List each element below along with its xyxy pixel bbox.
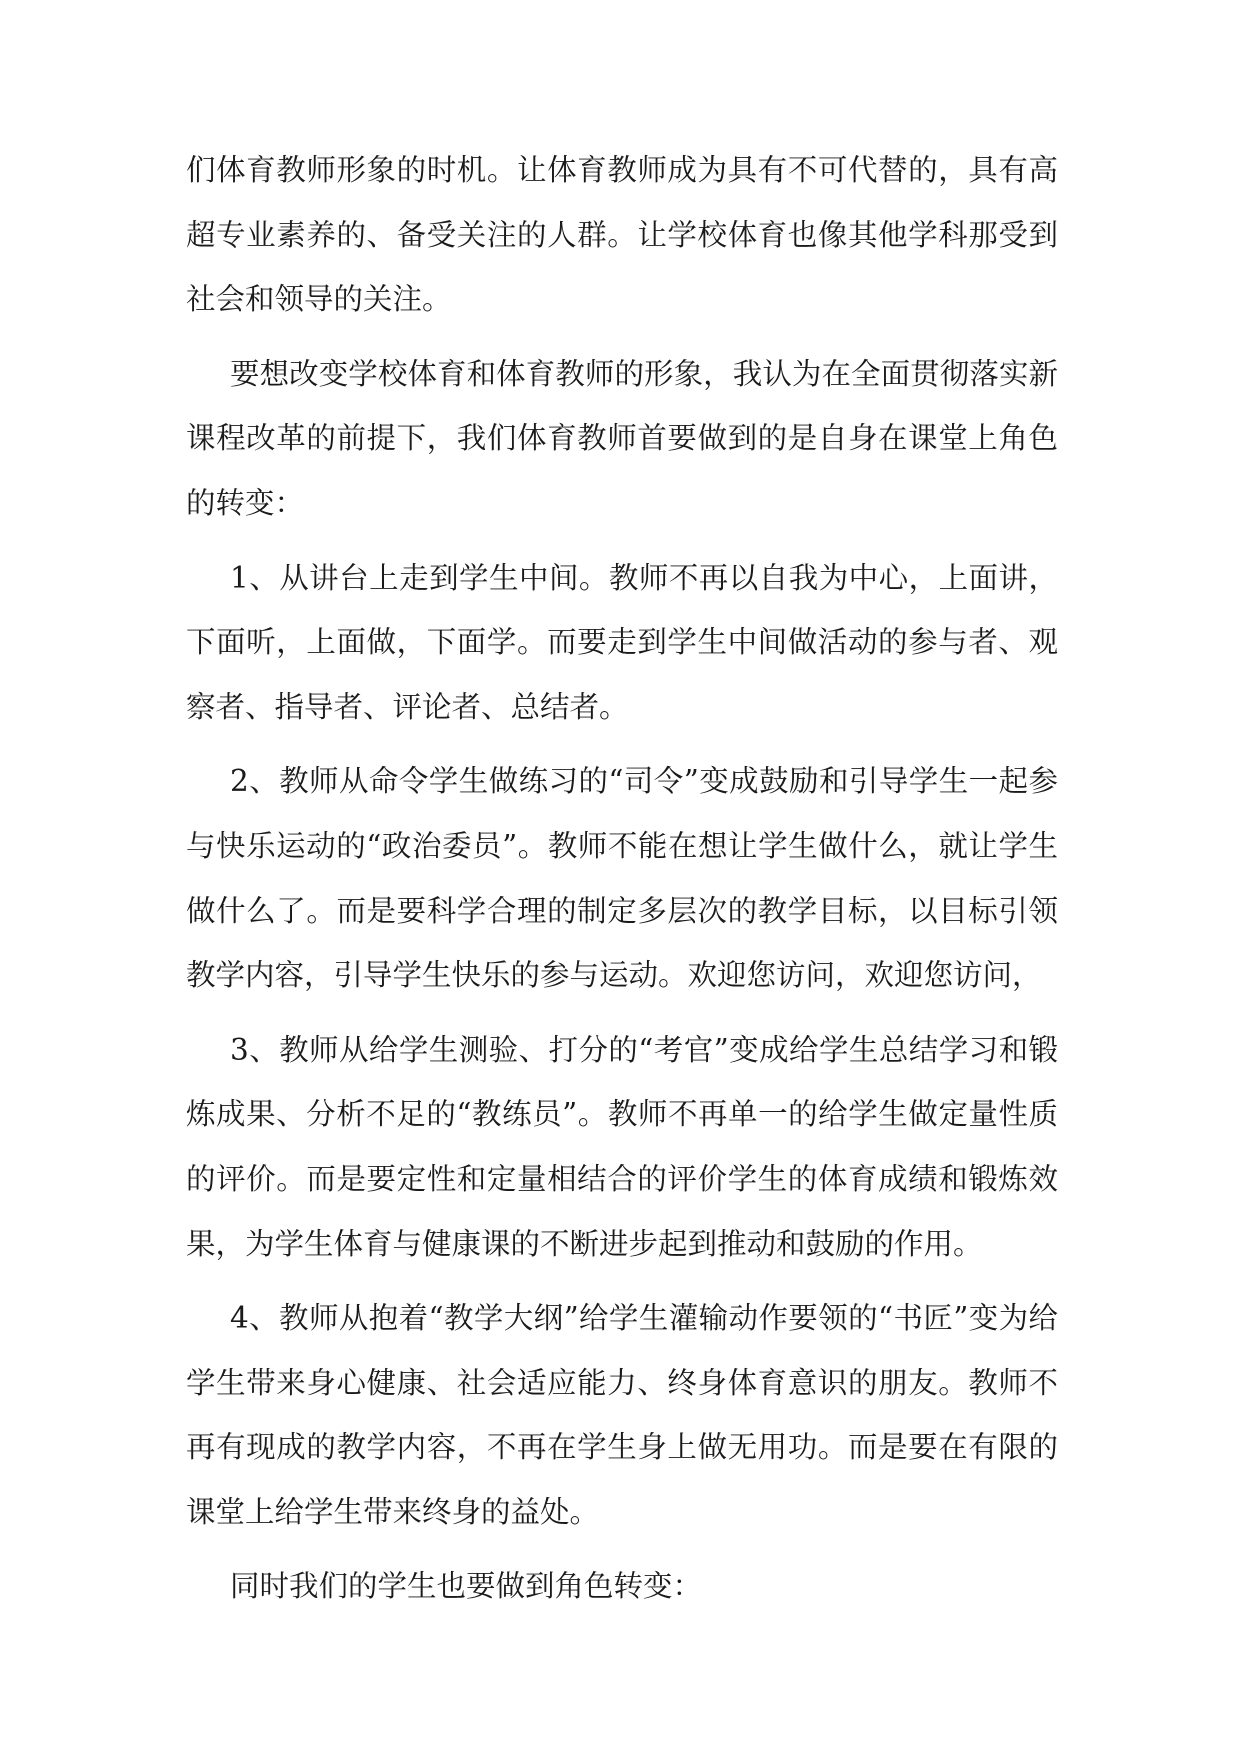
document-body [186, 138, 1058, 1619]
paragraph-student-role: 同时我们的学生也要做到角色转变： [230, 1569, 703, 1604]
paragraph-point-3: 3、教师从给学生测验、打分的“考官”变成给学生总结学习和锻炼成果、分析不足的“教练员”。教师不再单一的给学生做定量性质的评价。而是要定性和定量相结合的评价学生的体育成绩和锻炼效果，为学生体育与健康课的不断进步起到推动和鼓励的作用。 [186, 1032, 1058, 1261]
paragraph-point-1: 1、从讲台上走到学生中间。教师不再以自我为中心，上面讲，下面听，上面做，下面学。而要走到学生中间做活动的参与者、观察者、指导者、评论者、总结者。 [186, 560, 1058, 724]
paragraph-continuation: 们体育教师形象的时机。让体育教师成为具有不可代替的，具有高超专业素养的、备受关注的人群。让学校体育也像其他学科那受到社会和领导的关注。 [186, 153, 1058, 317]
paragraph-role-change-intro: 要想改变学校体育和体育教师的形象，我认为在全面贯彻落实新课程改革的前提下，我们体育教师首要做到的是自身在课堂上角色的转变： [186, 356, 1058, 520]
paragraph-point-4: 4、教师从抱着“教学大纲”给学生灌输动作要领的“书匠”变为给学生带来身心健康、社会适应能力、终身体育意识的朋友。教师不再有现成的教学内容，不再在学生身上做无用功。而是要在有限的课堂上给学生带来终身的益处。 [186, 1301, 1058, 1529]
paragraph-point-2: 2、教师从命令学生做练习的“司令”变成鼓励和引导学生一起参与快乐运动的“政治委员”。教师不能在想让学生做什么，就让学生做什么了。而是要科学合理的制定多层次的教学目标，以目标引领教学内容，引导学生快乐的参与运动。欢迎您访问，欢迎您访问， [186, 764, 1058, 993]
